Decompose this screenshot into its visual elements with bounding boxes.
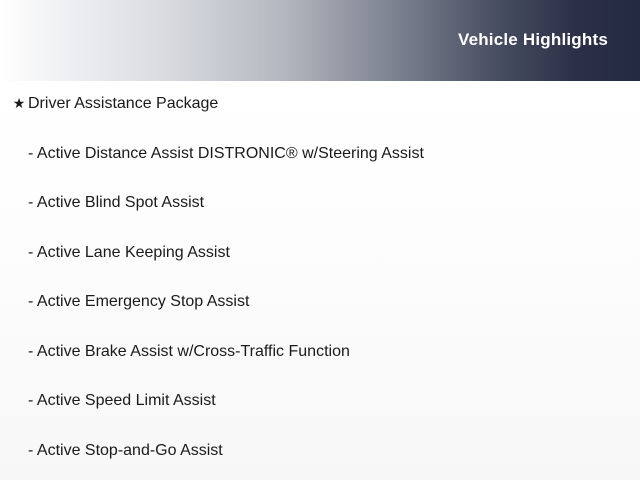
list-item	[0, 442, 640, 491]
list-item	[0, 194, 640, 244]
feature-label: - Active Brake Assist w/Cross-Traffic Function	[28, 343, 350, 361]
feature-label: - Active Emergency Stop Assist	[28, 293, 249, 311]
list-item	[0, 343, 640, 393]
feature-label: - Active Distance Assist DISTRONIC® w/Steering Assist	[28, 145, 424, 163]
list-item	[0, 95, 640, 145]
package-title: Driver Assistance Package	[28, 95, 218, 113]
feature-label: - Active Speed Limit Assist	[28, 392, 216, 410]
feature-label: - Active Blind Spot Assist	[28, 194, 204, 212]
list-item	[0, 293, 640, 343]
star-icon: ★	[10, 96, 28, 110]
list-item	[0, 244, 640, 294]
page-title: Vehicle Highlights	[458, 30, 608, 50]
feature-label: - Active Stop-and-Go Assist	[28, 442, 223, 460]
feature-label: - Active Lane Keeping Assist	[28, 244, 230, 262]
list-item	[0, 145, 640, 195]
header-banner	[0, 0, 640, 81]
highlights-content	[0, 81, 640, 480]
list-item	[0, 392, 640, 442]
